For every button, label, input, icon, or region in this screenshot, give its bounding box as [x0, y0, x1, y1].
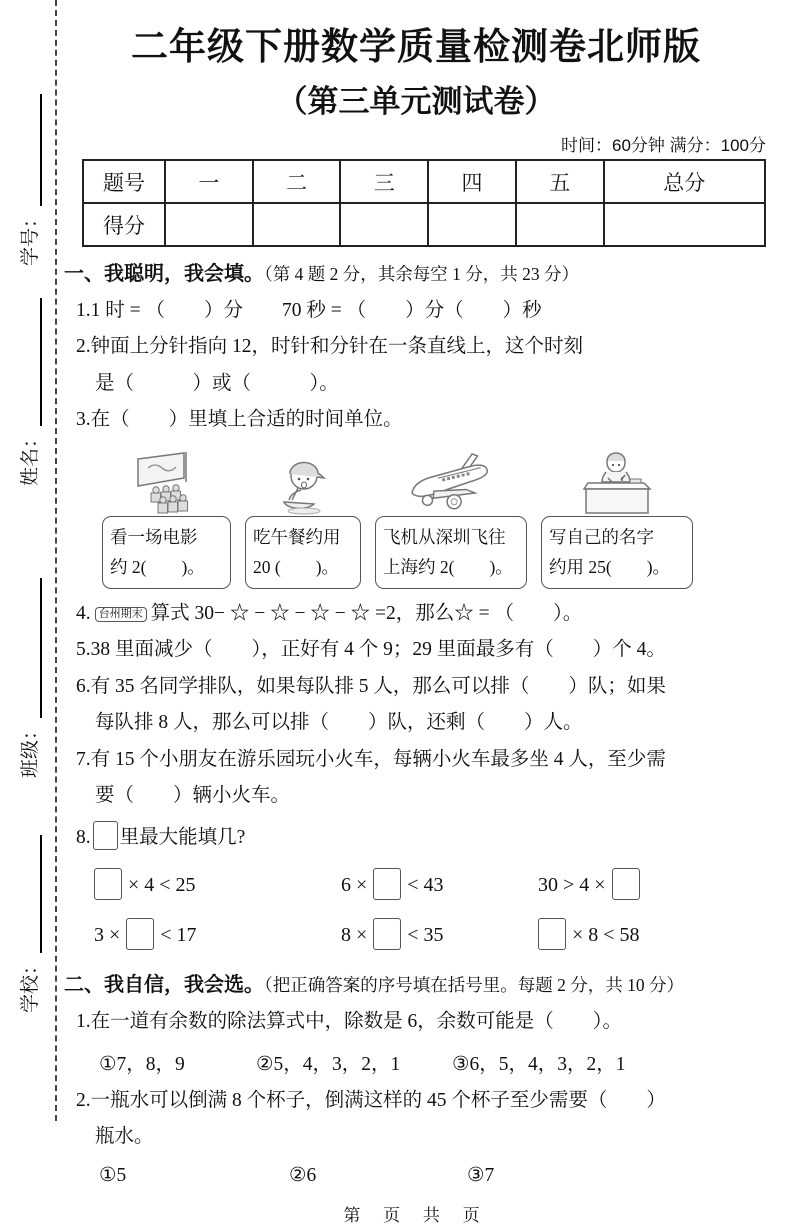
question-3-picture-cards [102, 446, 768, 589]
question-2-line1: 2.钟面上分针指向 12，时针和分针在一条直线上，这个时刻 [76, 336, 584, 358]
card-lunch-text: 吃午餐约用 20 ( )。 [245, 516, 361, 589]
score-table-col-total: 总分 [604, 160, 765, 203]
margin-field-name [12, 298, 42, 486]
section2-question-2-line2: 瓶水。 [95, 1126, 154, 1148]
question-8-number: 8. [76, 827, 91, 849]
exam-paper [64, 0, 768, 1226]
score-table-col-4: 四 [428, 160, 516, 203]
question-4-number: 4. [76, 602, 91, 624]
section1-heading [64, 257, 768, 286]
card-movie-text: 看一场电影 约 2( )。 [102, 516, 231, 589]
eating-child-icon [274, 446, 332, 516]
score-table-col-3: 三 [340, 160, 428, 203]
score-table-col-1: 一 [165, 160, 253, 203]
school-blank-line [26, 835, 42, 953]
answer-box [94, 868, 122, 900]
question-3: 3.在（ ）里填上合适的时间单位。 [76, 409, 403, 431]
option-2: ②5，4，3，2，1 [256, 1053, 401, 1075]
section2-question-1-options [99, 1048, 768, 1076]
option-3: ③6，5，4，3，2，1 [452, 1053, 626, 1075]
score-table-score-label: 得分 [83, 203, 165, 246]
answer-box [126, 918, 154, 950]
name-blank-line [26, 298, 42, 426]
section2-question-2-line1: 2.一瓶水可以倒满 8 个杯子，倒满这样的 45 个杯子至少需要（ ） [76, 1089, 666, 1111]
expression: 6 × < 43 [341, 868, 538, 900]
card-lunch [245, 446, 361, 589]
question-6-line1: 6.有 35 名同学排队，如果每队排 5 人，那么可以排（ ）队；如果 [76, 675, 666, 697]
time-and-score-note: 时间：60分钟 满分：100分 [561, 136, 766, 155]
student-id-blank-line [26, 94, 42, 206]
score-cell [516, 203, 604, 246]
card-airplane-text: 飞机从深圳飞往 上海约 2( )。 [375, 516, 527, 589]
section1-heading-title: 一、我聪明，我会填。 [64, 263, 264, 285]
card-writing-text: 写自己的名字 约用 25( )。 [541, 516, 693, 589]
answer-box [612, 868, 640, 900]
margin-field-student-id [12, 94, 42, 266]
score-table [82, 159, 766, 247]
score-table-question-number-label: 题号 [83, 160, 165, 203]
answer-box [93, 821, 118, 850]
question-7-line2: 要（ ）辆小火车。 [95, 785, 291, 807]
margin-field-class [12, 578, 42, 778]
expression: 8 × < 35 [341, 918, 538, 950]
section2-heading [64, 968, 768, 997]
answer-box [538, 918, 566, 950]
score-cell [340, 203, 428, 246]
option-1: ①5 [99, 1164, 127, 1186]
class-label: 班级： [20, 720, 41, 778]
exam-source-tag: 台州期末 [95, 607, 147, 622]
score-cell [165, 203, 253, 246]
student-id-label: 学号： [20, 208, 41, 266]
expression: 30 > 4 × [538, 868, 646, 900]
option-2: ②6 [289, 1164, 317, 1186]
question-6-line2: 每队排 8 人，那么可以排（ ）队，还剩（ ）人。 [95, 712, 583, 734]
section2-heading-title: 二、我自信，我会选。 [64, 974, 264, 997]
question-4-text: 算式 30− ☆ − ☆ − ☆ − ☆ =2，那么☆ = （ ）。 [150, 602, 583, 624]
question-1: 1.1 时 = （ ）分 70 秒 = （ ）分（ ）秒 [76, 300, 542, 321]
section2-question-1: 1.在一道有余数的除法算式中，除数是 6，余数可能是（ ）。 [76, 1011, 623, 1033]
page-footer: 第 页 共 页 [343, 1205, 489, 1225]
expression: × 8 < 58 [538, 918, 640, 950]
expression: 3 × < 17 [94, 918, 341, 950]
question-8-text: 里最大能填几? [119, 827, 246, 849]
airplane-icon [403, 446, 499, 516]
movie-screen-icon [130, 446, 204, 516]
option-1: ①7，8，9 [99, 1053, 185, 1075]
section2-question-2-options [99, 1163, 768, 1187]
section1-heading-note: （第 4 题 2 分，其余每空 1 分，共 23 分） [264, 264, 579, 284]
question-8-expressions-row2 [94, 918, 768, 950]
class-blank-line [26, 578, 42, 718]
score-cell [428, 203, 516, 246]
score-cell [604, 203, 765, 246]
writing-child-icon [578, 446, 656, 516]
score-cell [253, 203, 341, 246]
question-4 [64, 603, 768, 625]
page-title: 二年级下册数学质量检测卷北师版 [131, 26, 701, 67]
question-7-line1: 7.有 15 个小朋友在游乐园玩小火车，每辆小火车最多坐 4 人，至少需 [76, 748, 666, 770]
section2-heading-note: （把正确答案的序号填在括号里。每题 2 分，共 10 分） [264, 975, 684, 996]
score-table-score-row [83, 203, 765, 246]
question-8 [64, 821, 768, 850]
binding-fold-dashed-line [55, 0, 57, 1121]
card-airplane [375, 446, 527, 589]
score-table-col-5: 五 [516, 160, 604, 203]
card-writing [541, 446, 693, 589]
expression: × 4 < 25 [94, 868, 341, 900]
question-5: 5.38 里面减少（ ），正好有 4 个 9；29 里面最多有（ ）个 4。 [76, 639, 666, 661]
answer-box [373, 868, 401, 900]
score-table-header-row [83, 160, 765, 203]
question-8-expressions-row1 [94, 868, 768, 900]
option-3: ③7 [467, 1164, 495, 1186]
card-movie [102, 446, 231, 589]
question-2-line2: 是（ ）或（ ）。 [95, 372, 339, 394]
score-table-col-2: 二 [253, 160, 341, 203]
school-label: 学校： [20, 955, 41, 1013]
margin-field-school [12, 835, 42, 1013]
answer-box [373, 918, 401, 950]
name-label: 姓名： [20, 428, 41, 486]
page-subtitle: （第三单元测试卷） [276, 84, 556, 119]
